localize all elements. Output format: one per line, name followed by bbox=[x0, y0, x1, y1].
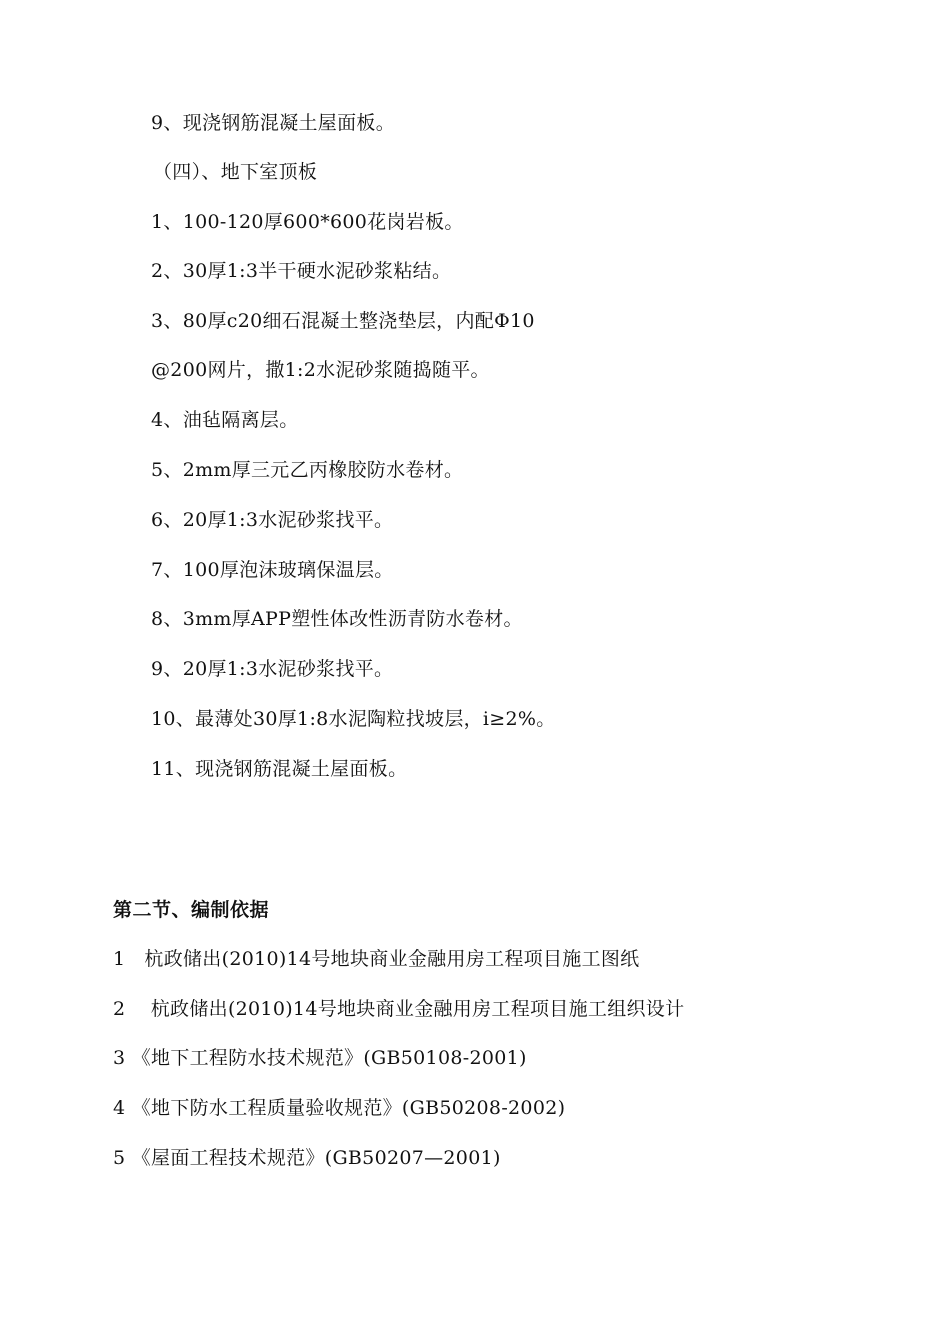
list-item: 2、30厚1:3半干硬水泥砂浆粘结。 bbox=[151, 260, 452, 282]
list-item: 8、3mm厚APP塑性体改性沥青防水卷材。 bbox=[151, 608, 523, 630]
reference-item: 4 《地下防水工程质量验收规范》(GB50208-2002) bbox=[113, 1097, 566, 1119]
reference-item: 5 《屋面工程技术规范》(GB50207—2001) bbox=[113, 1147, 501, 1169]
reference-item: 3 《地下工程防水技术规范》(GB50108-2001) bbox=[113, 1047, 527, 1069]
list-item: 5、2mm厚三元乙丙橡胶防水卷材。 bbox=[151, 459, 464, 481]
list-item: 1、100-120厚600*600花岗岩板。 bbox=[151, 211, 464, 233]
list-item-continuation: @200网片，撒1:2水泥砂浆随捣随平。 bbox=[151, 359, 490, 381]
list-item: 11、现浇钢筋混凝土屋面板。 bbox=[151, 758, 408, 780]
reference-item: 1 杭政储出(2010)14号地块商业金融用房工程项目施工图纸 bbox=[113, 948, 640, 970]
section-two-heading: 第二节、编制依据 bbox=[113, 899, 270, 921]
list-item: 9、20厚1:3水泥砂浆找平。 bbox=[151, 658, 394, 680]
reference-item: 2 杭政储出(2010)14号地块商业金融用房工程项目施工组织设计 bbox=[113, 998, 685, 1020]
section-four-title: （四）、地下室顶板 bbox=[153, 161, 318, 183]
roof-item-9: 9、现浇钢筋混凝土屋面板。 bbox=[151, 112, 395, 134]
list-item: 7、100厚泡沫玻璃保温层。 bbox=[151, 559, 394, 581]
list-item: 3、80厚c20细石混凝土整浇垫层，内配Φ10 bbox=[151, 310, 535, 332]
list-item: 6、20厚1:3水泥砂浆找平。 bbox=[151, 509, 394, 531]
list-item: 4、油毡隔离层。 bbox=[151, 409, 299, 431]
list-item: 10、最薄处30厚1:8水泥陶粒找坡层，i≥2%。 bbox=[151, 708, 556, 730]
